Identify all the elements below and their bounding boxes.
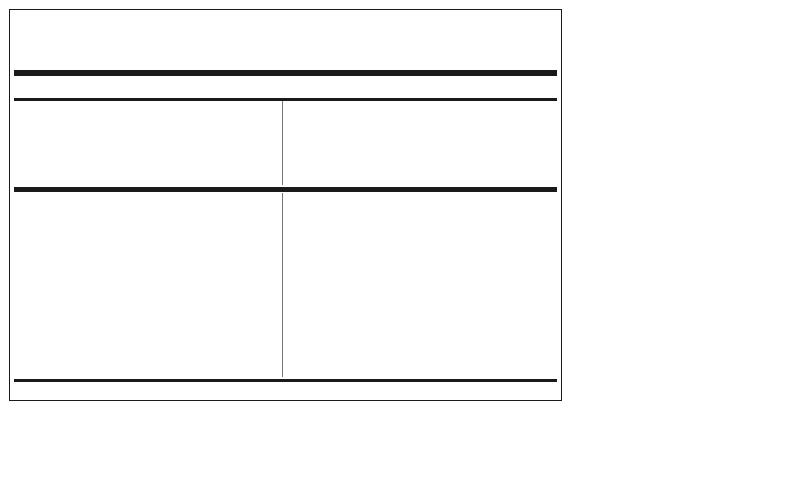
header-rule — [14, 98, 557, 101]
column-divider-top — [282, 101, 283, 185]
thick-rule-top — [14, 70, 557, 76]
column-divider-bottom — [282, 193, 283, 377]
thick-rule-bottom — [14, 379, 557, 382]
supplement-facts-panel — [9, 9, 562, 401]
thick-rule-middle — [14, 187, 557, 192]
ingredients-paragraph — [9, 405, 572, 423]
